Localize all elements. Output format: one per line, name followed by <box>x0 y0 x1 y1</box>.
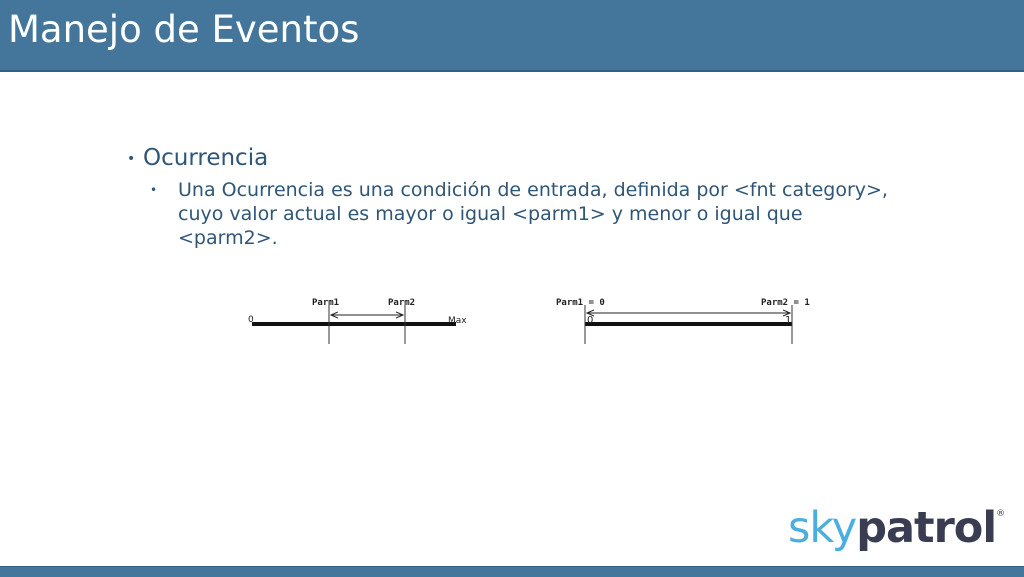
slide-title: Manejo de Eventos <box>8 8 360 51</box>
right-range-diagram <box>556 298 810 344</box>
bullet-marker: • <box>127 150 136 167</box>
left-range-diagram <box>248 298 467 344</box>
sub-bullet-marker: • <box>150 183 158 197</box>
logo-patrol-text: patrol <box>856 503 997 553</box>
logo-registered-mark: ® <box>996 509 1005 519</box>
skypatrol-logo <box>788 503 1004 553</box>
left-parm1-label: Parm1 <box>312 298 340 308</box>
right-parm1-label: Parm1 = 0 <box>556 298 605 308</box>
left-parm2-label: Parm2 <box>388 298 416 308</box>
left-zero-label: 0 <box>248 315 254 325</box>
footer-bar <box>0 566 1024 577</box>
right-one-label: 1 <box>785 315 792 326</box>
logo-sky-text: sky <box>788 503 857 553</box>
bullet-heading: Ocurrencia <box>143 145 269 171</box>
left-max-label: Max <box>448 316 467 326</box>
right-parm2-label: Parm2 = 1 <box>761 298 810 308</box>
right-zero-label: 0 <box>587 315 594 326</box>
definition-text: Una Ocurrencia es una condición de entrada, definida por <fnt category>, cuyo valor actual es mayor o igual <parm1> y menor o igual que <parm2>. <box>178 179 888 249</box>
